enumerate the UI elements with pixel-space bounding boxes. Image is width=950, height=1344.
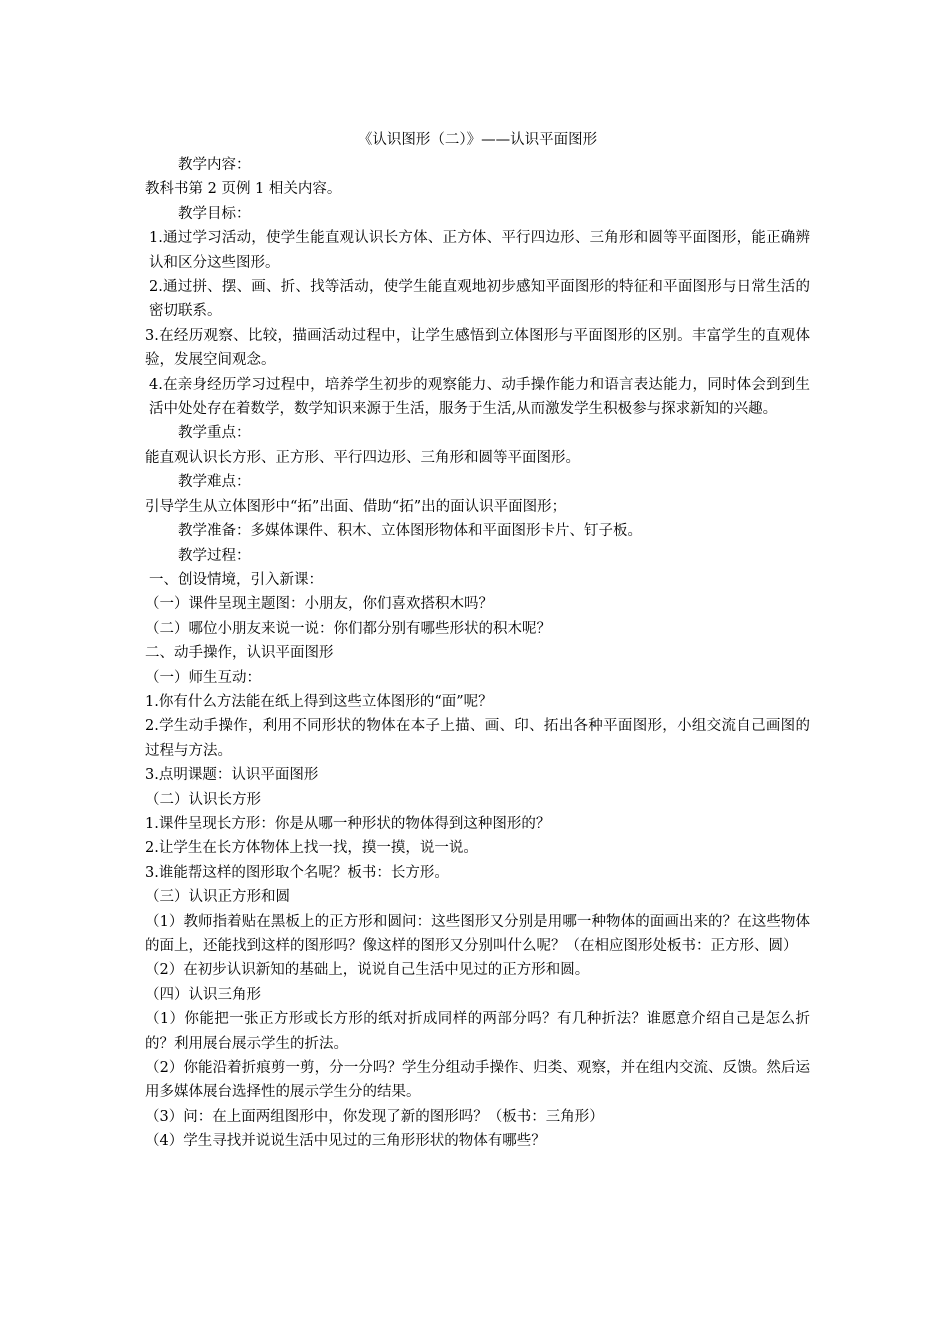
paragraph: 4.在亲身经历学习过程中，培养学生初步的观察能力、动手操作能力和语言表达能力，同时体会到到生活中处处存在着数学，数学知识来源于生活，服务于生活,从而激发学生积极参与探求新知的兴趣。 bbox=[149, 376, 810, 418]
paragraph: （二）认识长方形 bbox=[145, 791, 261, 808]
paragraph: 1.你有什么方法能在纸上得到这些立体图形的“面”呢？ bbox=[145, 693, 493, 710]
paragraph: 教学目标： bbox=[178, 205, 251, 222]
paragraph: 1.通过学习活动，使学生能直观认识长方体、正方体、平行四边形、三角形和圆等平面图形，能正确辨认和区分这些图形。 bbox=[149, 230, 810, 271]
paragraph: 一、创设情境，引入新课： bbox=[149, 571, 323, 588]
paragraph: （1）教师指着贴在黑板上的正方形和圆问：这些图形又分别是用哪一种物体的面画出来的？在这些物体的面上，还能找到这样的图形吗？像这样的图形又分别叫什么呢？（在相应图形处板书：正方形、圆） bbox=[145, 913, 810, 954]
paragraph-list bbox=[145, 153, 810, 1154]
paragraph: （二）哪位小朋友来说一说：你们都分别有哪些形状的积木呢？ bbox=[145, 620, 551, 637]
paragraph: 教科书第 2 页例 1 相关内容。 bbox=[145, 181, 342, 198]
paragraph: 2.学生动手操作，利用不同形状的物体在本子上描、画、印、拓出各种平面图形，小组交流自己画图的过程与方法。 bbox=[145, 718, 810, 759]
paragraph: （3）问：在上面两组图形中，你发现了新的图形吗？（板书：三角形） bbox=[145, 1108, 604, 1125]
paragraph: （2）你能沿着折痕剪一剪，分一分吗？学生分组动手操作、归类、观察，并在组内交流、反馈。然后运用多媒体展台选择性的展示学生分的结果。 bbox=[145, 1060, 810, 1101]
paragraph: 3.在经历观察、比较，描画活动过程中，让学生感悟到立体图形与平面图形的区别。丰富学生的直观体验，发展空间观念。 bbox=[145, 327, 810, 369]
paragraph: （三）认识正方形和圆 bbox=[145, 889, 290, 906]
paragraph: 教学过程： bbox=[178, 547, 251, 564]
paragraph: 3.谁能帮这样的图形取个名呢？板书：长方形。 bbox=[145, 864, 449, 881]
paragraph: 3.点明课题：认识平面图形 bbox=[145, 767, 319, 784]
paragraph: 教学重点： bbox=[178, 425, 251, 442]
document-title: 《认识图形（二）》——认识平面图形 bbox=[357, 132, 598, 148]
paragraph: 能直观认识长方形、正方形、平行四边形、三角形和圆等平面图形。 bbox=[145, 449, 580, 466]
paragraph: （四）认识三角形 bbox=[145, 986, 261, 1003]
paragraph: 2.通过拼、摆、画、折、找等活动，使学生能直观地初步感知平面图形的特征和平面图形与日常生活的密切联系。 bbox=[149, 279, 810, 320]
paragraph: （2）在初步认识新知的基础上，说说自己生活中见过的正方形和圆。 bbox=[145, 962, 590, 979]
paragraph: （一）师生互动： bbox=[145, 669, 261, 686]
paragraph: （4）学生寻找并说说生活中见过的三角形形状的物体有哪些？ bbox=[145, 1133, 546, 1150]
paragraph: 引导学生从立体图形中“拓”出面、借助“拓”出的面认识平面图形； bbox=[145, 498, 567, 515]
paragraph: （一）课件呈现主题图：小朋友，你们喜欢搭积木吗？ bbox=[145, 596, 493, 613]
paragraph: 教学准备：多媒体课件、积木、立体图形物体和平面图形卡片、钉子板。 bbox=[178, 523, 642, 540]
paragraph: 1.课件呈现长方形：你是从哪一种形状的物体得到这种图形的？ bbox=[145, 815, 551, 832]
paragraph: 二、动手操作，认识平面图形 bbox=[145, 645, 334, 662]
paragraph: （1）你能把一张正方形或长方形的纸对折成同样的两部分吗？有几种折法？谁愿意介绍自己是怎么折的？利用展台展示学生的折法。 bbox=[145, 1011, 810, 1052]
paragraph: 教学内容： bbox=[178, 157, 251, 173]
document-body bbox=[145, 128, 810, 1154]
paragraph: 2.让学生在长方体物体上找一找，摸一摸，说一说。 bbox=[145, 840, 478, 857]
paragraph: 教学难点： bbox=[178, 474, 251, 491]
